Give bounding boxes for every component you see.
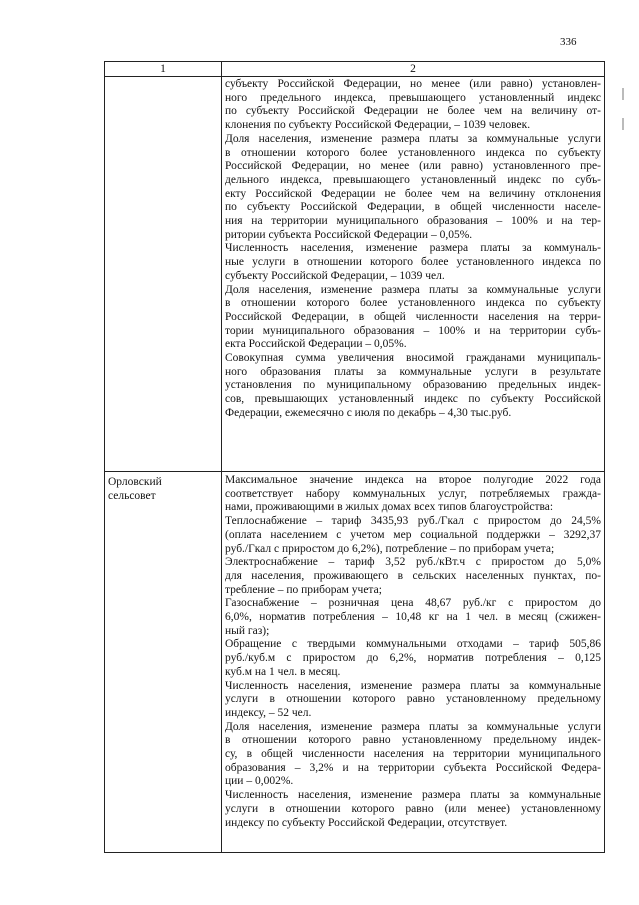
text-line: в отношении которого более установленного индекса по субъекту [225,146,601,159]
text-line: руб./куб.м с приростом до 6,2%, норматив потребления – 0,125 [225,652,601,665]
text-line: клонения по субъекту Российской Федерации, – 1039 человек. [225,119,531,132]
text-line: тории муниципального образования – 100% и на территории субъ- [225,324,601,337]
text-line: Федерации, ежемесячно с июля по декабрь – 4,30 тыс.руб. [225,406,512,419]
text-line: Газоснабжение – розничная цена 48,67 руб./кг с приростом до [225,597,601,610]
text-line: образования – 3,2% и на территории субъекта Российской Федера- [225,761,601,774]
text-line: Российской Федерации, но менее (или равно) установленного пре- [225,160,601,173]
text-line: 6,0%, норматив потребления – 10,48 кг на 1 чел. в месяц (сжижен- [225,611,601,624]
text-line: установления по муниципальному образованию предельных индек- [225,379,601,392]
text-line: сов, превышающих установленный индекс по субъекту Российской [225,393,601,406]
text-line: ного предельного индекса, превышающего установленный индекс [225,91,601,104]
text-line: куб.м на 1 чел. в месяц. [225,665,341,678]
table-row [105,77,605,472]
document-table [104,61,605,853]
margin-mark [622,118,624,130]
text-line: руб./Гкал с приростом до 6,2%), потребление – по приборам учета; [225,542,555,555]
description-cell [222,77,605,472]
text-line: ного образования платы за коммунальные услуги в результате [225,365,601,378]
text-line: Численность населения, изменение размера платы за коммуналь- [225,242,601,255]
column-header-1: 1 [105,62,222,77]
text-line: Российской Федерации, в общей численности населения на терри- [225,310,601,323]
municipality-name-line: сельсовет [108,489,156,502]
text-line: ритории субъекта Российской Федерации – 0,05%. [225,228,473,241]
municipality-cell [105,77,222,472]
margin-mark [622,88,624,100]
description-cell [222,472,605,853]
table-header-row [105,62,605,77]
text-line: требление – по приборам учета; [225,583,382,596]
text-line: нами, проживающими в жилых домах всех типов благоустройства: [225,501,554,514]
text-line: по субъекту Российской Федерации, в общей численности населе- [225,201,601,214]
text-line: Обращение с твердыми коммунальными отходами – тариф 505,86 [225,638,601,651]
text-line: Доля населения, изменение размера платы за коммунальные услуги [225,283,601,296]
text-line: екту Российской Федерации не более чем на величину отклонения [225,187,601,200]
text-line: су, в общей численности населения на территории муниципального [225,748,601,761]
text-line: Максимальное значение индекса на второе полугодие 2022 года [225,474,601,486]
page-number: 336 [560,36,577,48]
text-line: услуги в отношении которого равно (или менее) установленному [225,802,601,815]
municipality-name-line: Орловский [108,476,162,488]
table-row [105,472,605,853]
text-line: в отношении которого более установленного индекса по субъекту [225,297,601,310]
text-line: ные услуги в отношении которого более установленного индекса по [225,256,601,269]
text-line: Численность населения, изменение размера платы за коммунальные [225,679,601,692]
text-line: ный газ); [225,624,270,637]
text-line: субъекту Российской Федерации, но менее (или равно) установлен- [225,78,601,90]
text-line: Совокупная сумма увеличения вносимой гражданами муниципаль- [225,352,601,365]
text-line: соответствует набору коммунальных услуг, потребляемых гражда- [225,487,601,500]
text-line: услуги в отношении которого равно установленному предельному [225,693,601,706]
text-line: (оплата населением с учетом мер социальной поддержки – 3292,37 [225,528,601,541]
text-line: индексу, – 52 чел. [225,706,312,719]
text-line: Доля населения, изменение размера платы за коммунальные услуги [225,720,601,733]
text-line: Электроснабжение – тариф 3,52 руб./кВт.ч с приростом до 5,0% [225,556,601,569]
text-line: Теплоснабжение – тариф 3435,93 руб./Гкал с приростом до 24,5% [225,515,601,528]
text-line: екта Российской Федерации – 0,05%. [225,338,407,351]
column-header-2: 2 [222,62,605,77]
text-line: индексу по субъекту Российской Федерации, отсутствует. [225,816,508,829]
text-line: Численность населения, изменение размера платы за коммунальные [225,789,601,802]
text-line: для населения, проживающего в сельских населенных пунктах, по- [225,569,601,582]
municipality-cell [105,472,222,853]
text-line: дельного индекса, превышающего установленный индекс по субъ- [225,173,601,186]
text-line: ции – 0,002%. [225,775,294,788]
text-line: субъекту Российской Федерации, – 1039 чел. [225,269,445,282]
text-line: ния на территории муниципального образования – 100% и на тер- [225,215,601,228]
text-line: в отношении которого равно установленному предельному индек- [225,734,601,747]
text-line: Доля населения, изменение размера платы за коммунальные услуги [225,132,601,145]
text-line: по субъекту Российской Федерации не более чем на величину от- [225,105,601,118]
